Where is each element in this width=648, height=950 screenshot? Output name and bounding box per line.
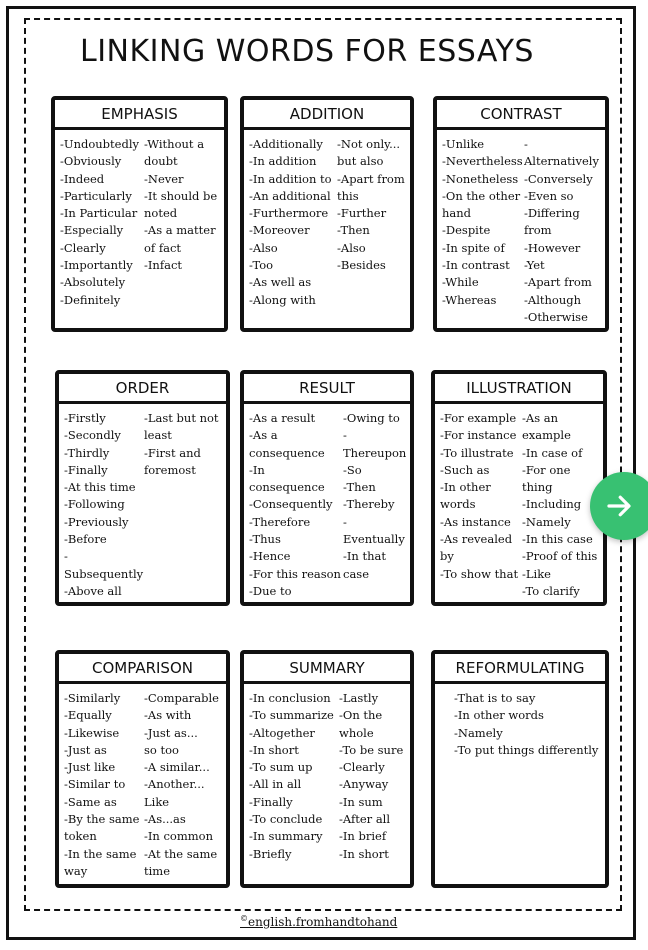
box-title: ADDITION — [244, 100, 410, 130]
arrow-right-icon — [604, 491, 634, 521]
credit-footer — [240, 914, 397, 929]
box-reformulating — [431, 650, 609, 888]
box-title: RESULT — [244, 374, 410, 404]
word-list: -As an example -In case of -For one thing -Including -Namely -In this case -Proof of this -Like -To clarify — [522, 411, 598, 598]
word-list: -Lastly -On the whole -To be sure -Clearly -Anyway -In sum -After all -In brief -In short — [339, 691, 404, 861]
box-title: EMPHASIS — [55, 100, 224, 130]
word-list: -As a result -As a consequence -In consequence -Consequently -Therefore -Thus -Hence -For this reason -Due to — [249, 411, 341, 598]
box-title: SUMMARY — [244, 654, 410, 684]
word-list: -That is to say -In other words -Namely -To put things differently — [454, 691, 599, 757]
box-title: ORDER — [59, 374, 226, 404]
box-summary — [240, 650, 414, 888]
word-list: -For example -For instance -To illustrate -Such as -In other words -As instance -As revealed by -To show that — [440, 411, 519, 581]
word-list: -Similarly -Equally -Likewise -Just as -Just like -Similar to -Same as -By the same token -In the same way — [64, 691, 140, 878]
box-title: REFORMULATING — [435, 654, 605, 684]
word-list: -In conclusion -To summarize -Altogether -In short -To sum up -All in all -Finally -To conclude -In summary -Briefly — [249, 691, 334, 861]
word-list: -Without a doubt -Never -It should be noted -As a matter of fact -Infact — [144, 137, 218, 273]
box-addition — [240, 96, 414, 332]
word-list: -Alternatively -Conversely -Even so -Differing from -However -Yet -Apart from -Although -Otherwise — [524, 137, 599, 324]
word-list: -Unlike -Nevertheless -Nonetheless -On the other hand -Despite -In spite of -In contrast -While -Whereas — [442, 137, 523, 307]
word-list: -Additionally -In addition -In addition to -An additional -Furthermore -Moreover -Also -Too -As well as -Along with — [249, 137, 332, 307]
word-list: -Comparable -As with -Just as... so too -A similar... -Another... Like -As...as -In common -At the same time — [144, 691, 219, 878]
word-list: -Undoubtedly -Obviously -Indeed -Particularly -In Particular -Especially -Clearly -Importantly -Absolutely -Definitely — [60, 137, 140, 307]
box-emphasis — [51, 96, 228, 332]
word-list: -Last but not least -First and foremost — [144, 411, 219, 477]
copyright-symbol: © — [240, 914, 248, 923]
box-illustration — [431, 370, 607, 606]
box-title: CONTRAST — [437, 100, 605, 130]
word-list: -Not only... but also -Apart from this -Further -Then -Also -Besides — [337, 137, 405, 273]
box-order — [55, 370, 230, 606]
page-title: LINKING WORDS FOR ESSAYS — [80, 34, 534, 69]
box-result — [240, 370, 414, 606]
word-list: -Firstly -Secondly -Thirdly -Finally -At this time -Following -Previously -Before -Subsequently -Above all — [64, 411, 144, 598]
credit-text: english.fromhandtohand — [248, 915, 398, 929]
box-title: COMPARISON — [59, 654, 226, 684]
box-title: ILLUSTRATION — [435, 374, 603, 404]
box-contrast — [433, 96, 609, 332]
word-list: -Owing to -Thereupon -So -Then -Thereby -Eventually -In that case — [343, 411, 406, 581]
box-comparison — [55, 650, 230, 888]
